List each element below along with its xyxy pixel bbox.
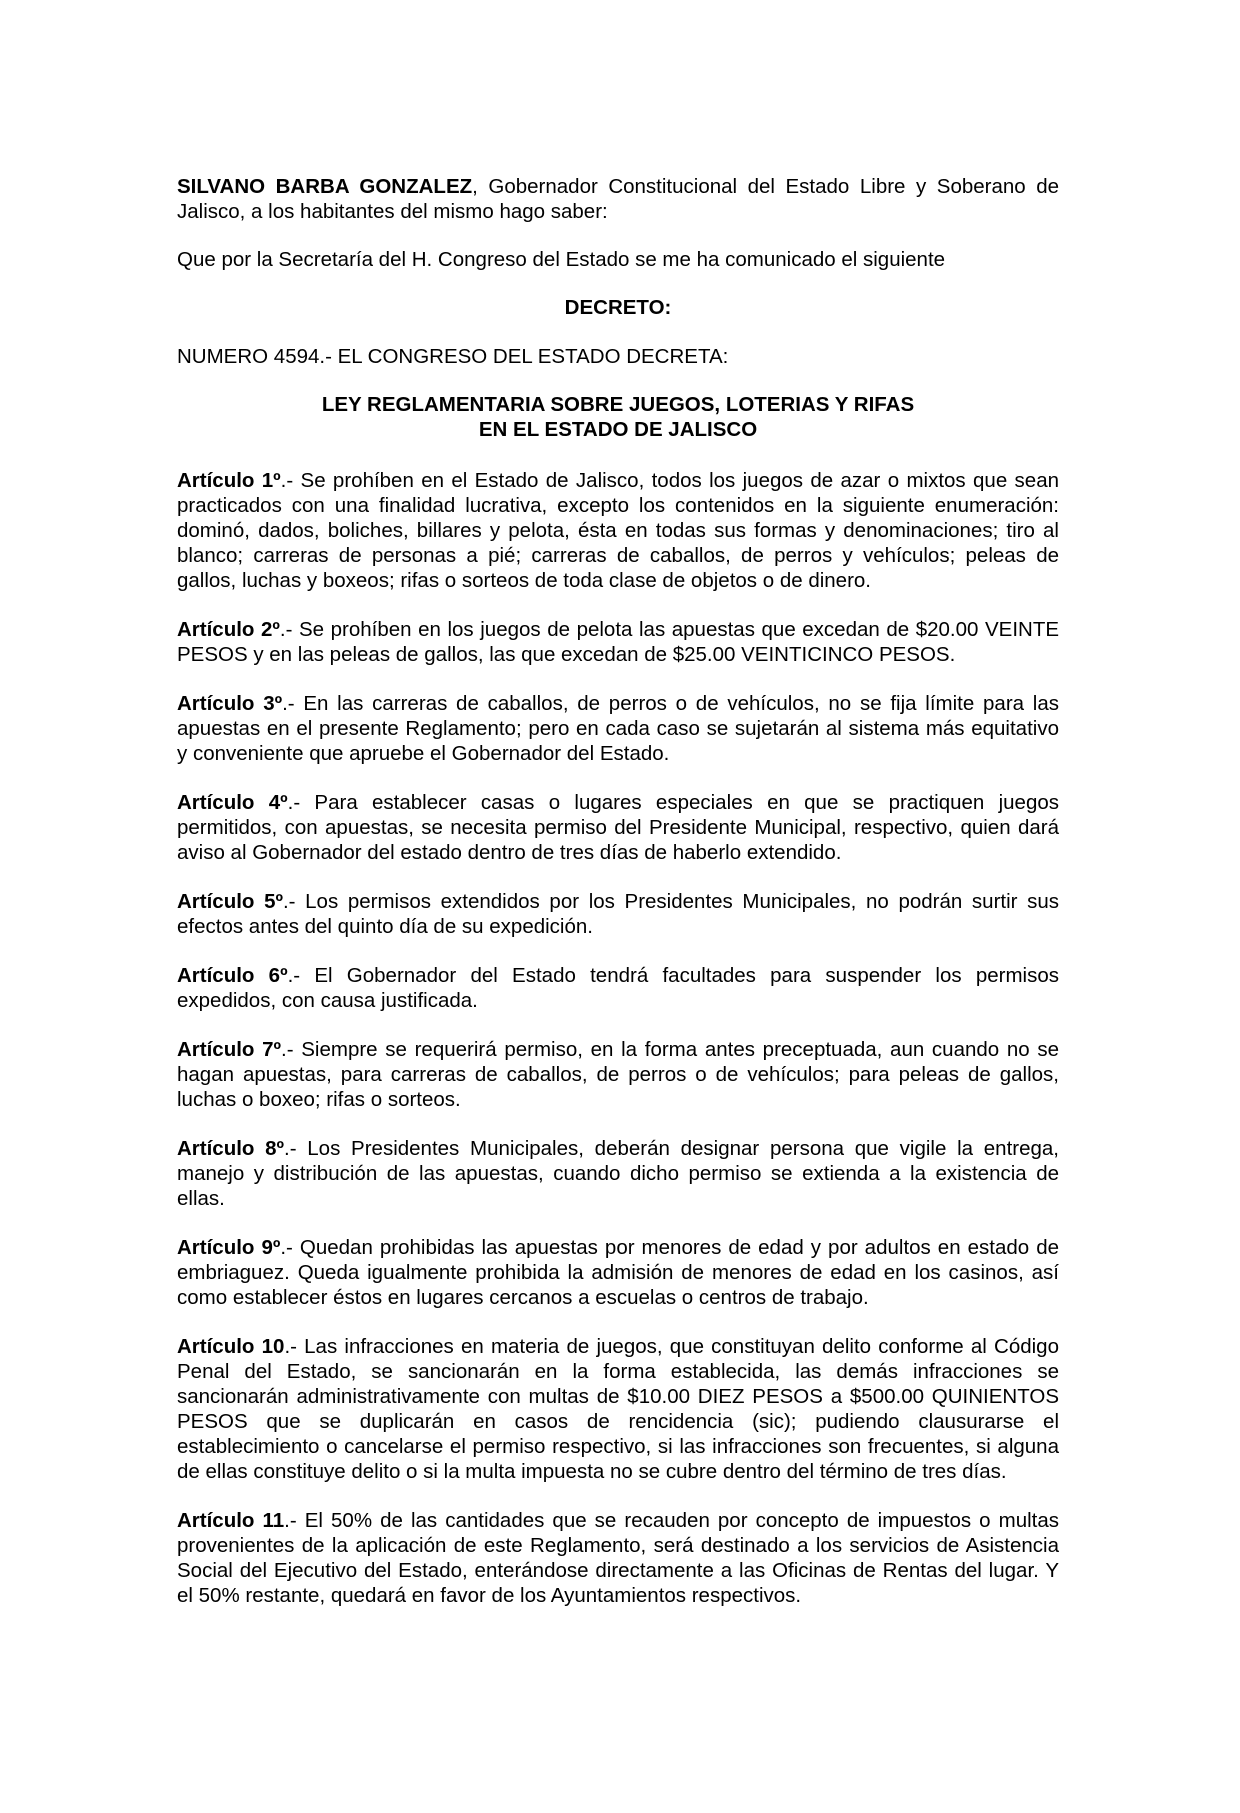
decree-heading: DECRETO: [564, 296, 672, 319]
article-3 [177, 691, 1059, 766]
article-10 [177, 1334, 1059, 1484]
article-text: .- Se prohíben en el Estado de Jalisco, todos los juegos de azar o mixtos que sean practicados con una finalidad lucrativa, excepto los contenidos en la siguiente enumeración: dominó, dados, boliches, billares y pelota, ésta en todas sus formas y denominaciones; tiro al blanco; carreras de personas a pié; carreras de caballos, de perros y vehículos; peleas de gallos, luchas y boxeos; rifas o sorteos de toda clase de objetos o de dinero. [177, 469, 1060, 592]
article-text: .- Los Presidentes Municipales, deberán designar persona que vigile la entrega, manejo y distribución de las apuestas, cuando dicho permiso se extienda a la existencia de ellas. [177, 1137, 1059, 1210]
article-2 [177, 617, 1059, 667]
article-text: .- Quedan prohibidas las apuestas por menores de edad y por adultos en estado de embriaguez. Queda igualmente prohibida la admisión de menores de edad en los casinos, así como establecer éstos en lugares cercanos a escuelas o centros de trabajo. [177, 1236, 1059, 1309]
article-4 [177, 790, 1059, 865]
law-title-line-1: LEY REGLAMENTARIA SOBRE JUEGOS, LOTERIAS Y RIFAS [321, 393, 915, 416]
article-label: Artículo 9º [177, 1236, 281, 1259]
article-8 [177, 1136, 1059, 1211]
intro-paragraph [177, 174, 1059, 224]
article-label: Artículo 1º [177, 469, 281, 492]
article-text: .- Para establecer casas o lugares especiales en que se practiquen juegos permitidos, con apuestas, se necesita permiso del Presidente Municipal, respectivo, quien dará aviso al Gobernador del estado dentro de tres días de haberlo extendido. [177, 791, 1059, 864]
article-text: .- Los permisos extendidos por los Presidentes Municipales, no podrán surtir sus efectos antes del quinto día de su expedición. [177, 890, 1060, 938]
article-label: Artículo 5º [177, 890, 283, 913]
article-label: Artículo 3º [177, 692, 283, 715]
article-label: Artículo 6º [177, 964, 288, 987]
article-6 [177, 963, 1059, 1013]
article-9 [177, 1235, 1059, 1310]
article-text: .- El 50% de las cantidades que se recauden por concepto de impuestos o multas provenientes de la aplicación de este Reglamento, será destinado a los servicios de Asistencia Social del Ejecutivo del Estado, enterándose directamente a las Oficinas de Rentas del lugar. Y el 50% restante, quedará en favor de los Ayuntamientos respectivos. [177, 1509, 1059, 1607]
article-text: .- Las infracciones en materia de juegos, que constituyan delito conforme al Código Penal del Estado, se sancionarán en la forma establecida, las demás infracciones se sancionarán administrativamente con multas de $10.00 DIEZ PESOS a $500.00 QUINIENTOS PESOS que se duplicarán en casos de rencidencia (sic); pudiendo clausurarse el establecimiento o cancelarse el permiso respectivo, si las infracciones son frecuentes, si alguna de ellas constituye delito o si la multa impuesta no se cubre dentro del término de tres días. [177, 1335, 1059, 1483]
decree-number: NUMERO 4594.- EL CONGRESO DEL ESTADO DECRETA: [177, 345, 729, 368]
article-1 [177, 468, 1059, 593]
document-page [177, 174, 1059, 1632]
article-label: Artículo 7º [177, 1038, 282, 1061]
article-label: Artículo 2º [177, 618, 280, 641]
article-5 [177, 889, 1059, 939]
article-text: .- Siempre se requerirá permiso, en la forma antes preceptuada, aun cuando no se hagan apuestas, para carreras de caballos, de perros o de vehículos; para peleas de gallos, luchas o boxeo; rifas o sorteos. [177, 1038, 1060, 1111]
governor-name: SILVANO BARBA GONZALEZ [177, 175, 473, 198]
article-text: .- Se prohíben en los juegos de pelota las apuestas que excedan de $20.00 VEINTE PESOS y en las peleas de gallos, las que excedan de $25.00 VEINTICINCO PESOS. [177, 618, 1060, 666]
law-title [177, 392, 1059, 442]
article-7 [177, 1037, 1059, 1112]
governor-text: , Gobernador Constitucional del Estado Libre y Soberano de Jalisco, a los habitantes del mismo hago saber: [177, 175, 1060, 223]
article-text: .- En las carreras de caballos, de perros o de vehículos, no se fija límite para las apuestas en el presente Reglamento; pero en cada caso se sujetarán al sistema más equitativo y conveniente que apruebe el Gobernador del Estado. [177, 692, 1059, 765]
article-label: Artículo 10 [177, 1335, 285, 1358]
article-11 [177, 1508, 1059, 1608]
article-label: Artículo 11 [177, 1509, 285, 1532]
law-title-line-2: EN EL ESTADO DE JALISCO [478, 418, 758, 441]
communication-paragraph: Que por la Secretaría del H. Congreso del Estado se me ha comunicado el siguiente [177, 248, 946, 271]
article-label: Artículo 4º [177, 791, 288, 814]
article-label: Artículo 8º [177, 1137, 285, 1160]
article-text: .- El Gobernador del Estado tendrá facultades para suspender los permisos expedidos, con causa justificada. [177, 964, 1060, 1012]
